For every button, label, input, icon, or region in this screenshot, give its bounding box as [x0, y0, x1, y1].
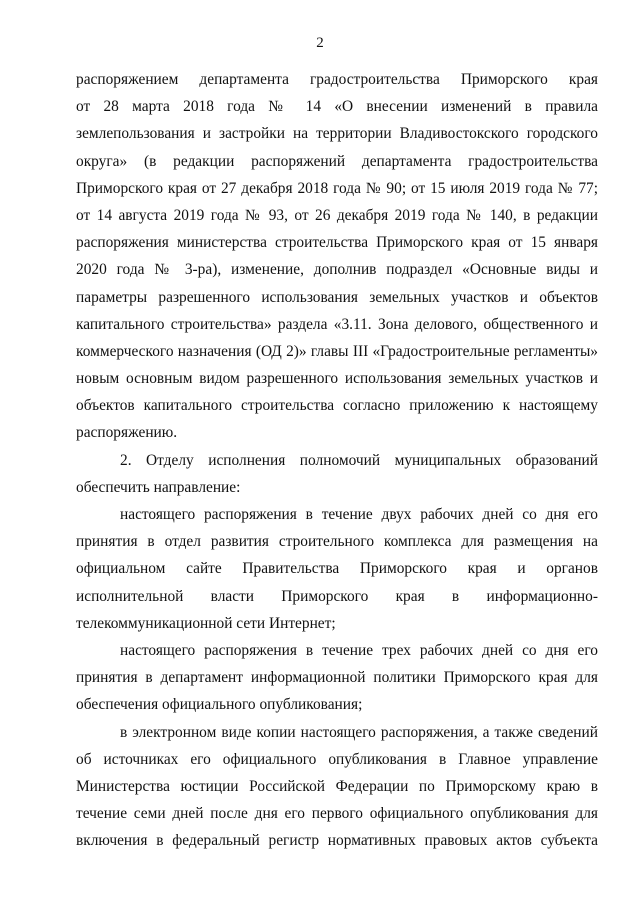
text-line: распоряжения министерства строительства Приморского края от 15 января [76, 234, 598, 252]
text-line: объектов капитального строительства согласно приложению к настоящему [76, 397, 598, 415]
text-line: округа» (в редакции распоряжений департамента градостроительства [76, 152, 598, 170]
text-line: капитального строительства» раздела «3.11. Зона делового, общественного и [76, 315, 598, 333]
text-line: параметры разрешенного использования земельных участков и объектов [76, 288, 598, 306]
text-line: распоряжению. [76, 424, 178, 442]
page-number: 2 [316, 35, 324, 51]
text-line: включения в федеральный регистр нормативных правовых актов субъекта [76, 832, 598, 850]
text-line: телекоммуникационной сети Интернет; [76, 614, 336, 632]
text-line: Приморского края от 27 декабря 2018 года № 90; от 15 июля 2019 года № 77; [76, 179, 598, 197]
text-line: обеспечить направление: [76, 478, 241, 496]
text-line: распоряжением департамента градостроительства Приморского края [76, 71, 598, 88]
text-line: от 14 августа 2019 года № 93, от 26 декабря 2019 года № 140, в редакции [76, 206, 598, 224]
text-line: принятия в отдел развития строительного комплекса для размещения на [76, 533, 598, 551]
text-line: новым основным видом разрешенного использования земельных участков и [76, 370, 598, 388]
text-line: коммерческого назначения (ОД 2)» главы III «Градостроительные регламенты» [76, 342, 598, 360]
text-line: в электронном виде копии настоящего распоряжения, а также сведений [120, 723, 598, 741]
text-line: об источниках его официального опубликования в Главное управление [76, 750, 598, 768]
text-line: 2020 года № 3-ра), изменение, дополнив подраздел «Основные виды и [76, 261, 598, 279]
text-line: землепользования и застройки на территории Владивостокского городского [76, 125, 598, 143]
text-line: Министерства юстиции Российской Федерации по Приморскому краю в [76, 777, 598, 795]
text-line: течение семи дней после дня его первого официального опубликования для [76, 805, 598, 823]
text-line: официальном сайте Правительства Приморского края и органов [76, 560, 598, 578]
text-line: настоящего распоряжения в течение трех рабочих дней со дня его [120, 641, 598, 659]
text-line: 2. Отделу исполнения полномочий муниципальных образований [120, 451, 598, 469]
text-line: от 28 марта 2018 года № 14 «О внесении изменений в правила [76, 98, 598, 116]
text-line: обеспечения официального опубликования; [76, 696, 363, 714]
document-body [76, 66, 598, 854]
text-line: исполнительной власти Приморского края в информационно- [76, 587, 598, 605]
text-line: принятия в департамент информационной политики Приморского края для [76, 669, 598, 687]
text-line: настоящего распоряжения в течение двух рабочих дней со дня его [120, 506, 598, 523]
